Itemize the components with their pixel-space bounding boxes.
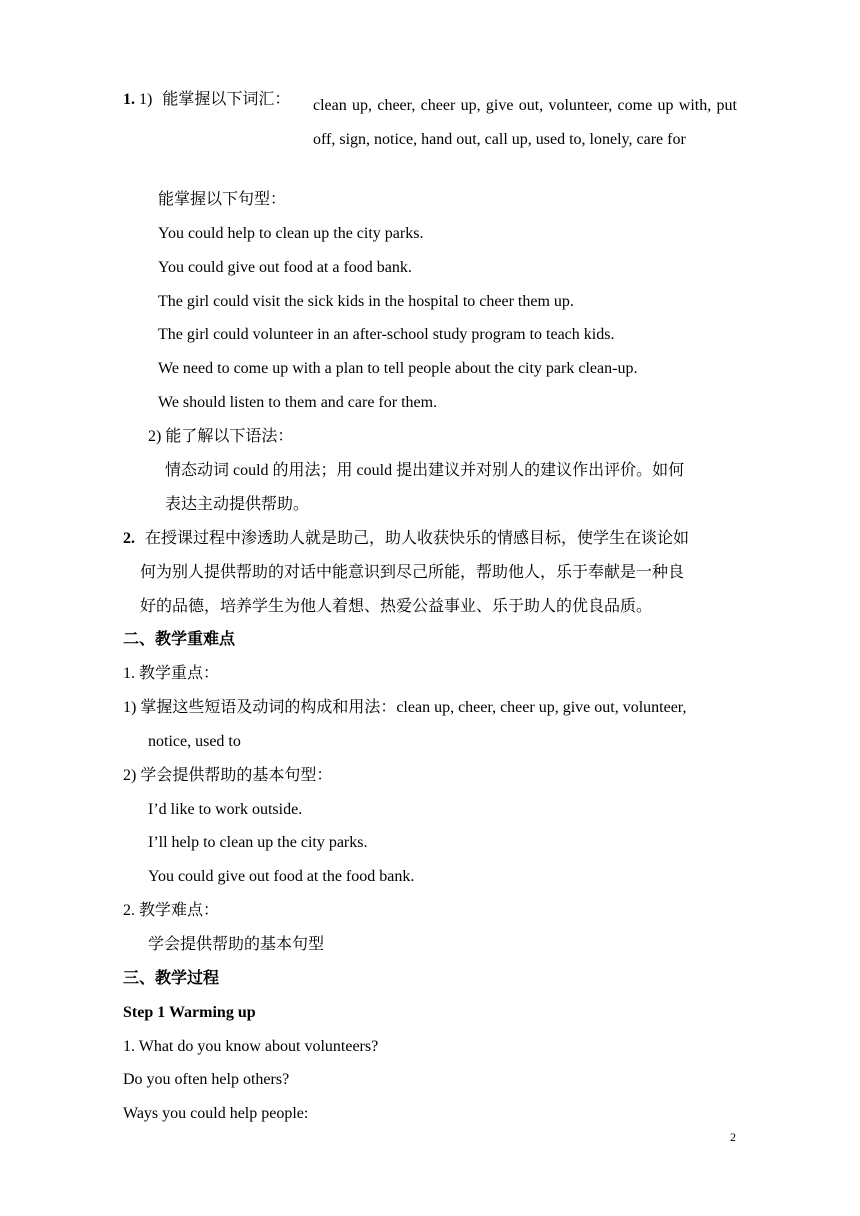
question-line: Ways you could help people:: [123, 1105, 309, 1122]
sentence-line: You could give out food at a food bank.: [158, 259, 412, 276]
focus-item-2: 2) 学会提供帮助的基本句型：: [123, 767, 333, 784]
question-line: Do you often help others?: [123, 1071, 290, 1088]
sub-item-label: 1): [139, 91, 153, 108]
difficulty-heading: 2. 教学难点：: [123, 902, 220, 919]
sentence-line: The girl could visit the sick kids in the hospital to cheer them up.: [158, 293, 574, 310]
focus-item-1-cont: notice, used to: [148, 733, 241, 750]
sentence-line: You could help to clean up the city parks.: [158, 225, 424, 242]
objective-2-text: 好的品德，培养学生为他人着想、热爱公益事业、乐于助人的优良品质。: [140, 598, 653, 615]
focus-sentence: I’ll help to clean up the city parks.: [148, 834, 368, 851]
question-line: 1. What do you know about volunteers?: [123, 1038, 379, 1055]
vocab-terms: clean up, cheer, cheer up, give out, volunteer, come up with, put off, sign, notice, hand out, call up, used to, lonely, care for: [313, 97, 737, 148]
grammar-line: 情态动词 could 的用法；用 could 提出建议并对别人的建议作出评价。如何: [165, 462, 685, 479]
sentences-heading: 能掌握以下句型：: [158, 191, 287, 208]
objective-number: 2.: [123, 530, 135, 547]
vocab-heading: 能掌握以下词汇：: [162, 91, 291, 108]
difficulty-text: 学会提供帮助的基本句型: [148, 936, 325, 953]
page-number: 2: [730, 1130, 736, 1144]
objective-2-text: 何为别人提供帮助的对话中能意识到尽己所能，帮助他人，乐于奉献是一种良: [140, 564, 685, 581]
objective-1-header: [123, 90, 290, 110]
section-heading-key-points: 二、教学重难点: [123, 631, 236, 648]
objective-2-text: 在授课过程中渗透助人就是助己，助人收获快乐的情感目标，使学生在谈论如: [145, 530, 690, 547]
sentence-line: We should listen to them and care for them.: [158, 394, 438, 411]
grammar-heading: 2) 能了解以下语法：: [148, 428, 294, 445]
section-heading-process: 三、教学过程: [123, 970, 220, 987]
grammar-line: 表达主动提供帮助。: [165, 496, 310, 513]
objective-2-line: [123, 529, 689, 549]
sentence-line: We need to come up with a plan to tell people about the city park clean-up.: [158, 360, 638, 377]
objective-number: 1.: [123, 91, 135, 108]
focus-heading: 1. 教学重点：: [123, 665, 220, 682]
focus-item-1: 1) 掌握这些短语及动词的构成和用法：clean up, cheer, cheer up, give out, volunteer,: [123, 699, 687, 716]
focus-sentence: I’d like to work outside.: [148, 801, 303, 818]
sentence-line: The girl could volunteer in an after-school study program to teach kids.: [158, 326, 615, 343]
focus-sentence: You could give out food at the food bank.: [148, 868, 415, 885]
step-heading: Step 1 Warming up: [123, 1004, 256, 1021]
